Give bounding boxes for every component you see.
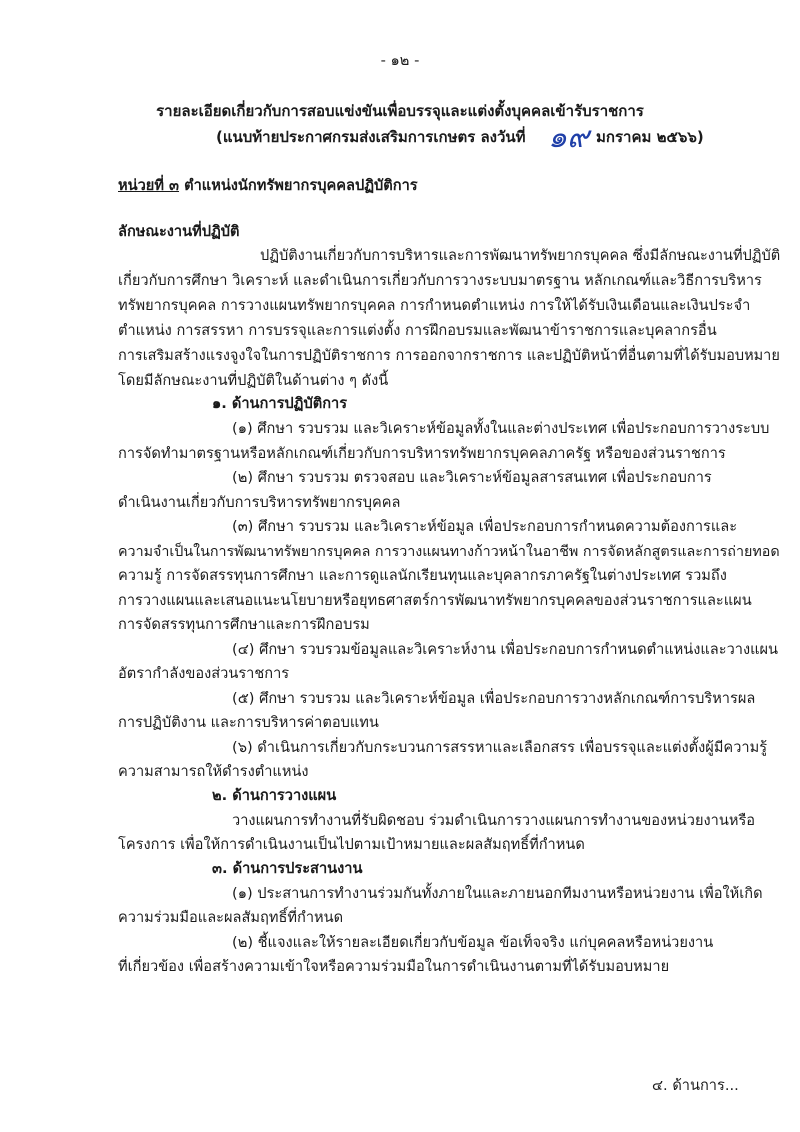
document-subtitle-suffix: มกราคม ๒๕๖๖) <box>596 128 704 146</box>
document-title: รายละเอียดเกี่ยวกับการสอบแข่งขันเพื่อบรรจุและแต่งตั้งบุคคลเข้ารับราชการ <box>156 102 644 120</box>
document-subtitle-prefix: (แนบท้ายประกาศกรมส่งเสริมการเกษตร ลงวันที่ <box>216 128 526 146</box>
item-line: (๕) ศึกษา รวบรวม และวิเคราะห์ข้อมูล เพื่อประกอบการวางหลักเกณฑ์การบริหารผล <box>232 690 756 707</box>
item-line: อัตรากำลังของส่วนราชการ <box>118 665 290 682</box>
item-line: (๔) ศึกษา รวบรวมข้อมูลและวิเคราะห์งาน เพื่อประกอบการกำหนดตำแหน่งและวางแผน <box>232 641 779 658</box>
intro-line: ตำแหน่ง การสรรหา การบรรจุและการแต่งตั้ง การฝึกอบรมและพัฒนาข้าราชการและบุคลากรอื่น <box>118 322 717 339</box>
handwritten-date: ๑๙ <box>548 120 590 155</box>
item-line: (๑) ศึกษา รวบรวม และวิเคราะห์ข้อมูลทั้งในและต่างประเทศ เพื่อประกอบการวางระบบ <box>232 420 770 437</box>
item-line: ความจำเป็นในการพัฒนาทรัพยากรบุคคล การวางแผนทางก้าวหน้าในอาชีพ การจัดหลักสูตรและการถ่ายทอด <box>118 544 780 560</box>
section-3-title: ๓. ด้านการประสานงาน <box>212 860 363 877</box>
item-line: (๓) ศึกษา รวบรวม และวิเคราะห์ข้อมูล เพื่อประกอบการกำหนดความต้องการและ <box>232 518 738 535</box>
item-line: วางแผนการทำงานที่รับผิดชอบ ร่วมดำเนินการวางแผนการทำงานของหน่วยงานหรือ <box>232 812 756 829</box>
intro-line: การเสริมสร้างแรงจูงใจในการปฏิบัติราชการ การออกจากราชการ และปฏิบัติหน้าที่อื่นตามที่ได้รับมอบหมาย <box>118 348 780 364</box>
unit-heading <box>118 175 418 197</box>
item-line: ความสามารถให้ดำรงตำแหน่ง <box>118 763 309 780</box>
section-title: ลักษณะงานที่ปฏิบัติ <box>118 223 240 240</box>
item-line: ดำเนินงานเกี่ยวกับการบริหารทรัพยากรบุคคล <box>118 494 401 511</box>
item-line: ที่เกี่ยวข้อง เพื่อสร้างความเข้าใจหรือความร่วมมือในการดำเนินงานตามที่ได้รับมอบหมาย <box>118 958 670 975</box>
item-line: ความร่วมมือและผลสัมฤทธิ์ที่กำหนด <box>118 909 344 926</box>
section-2-title: ๒. ด้านการวางแผน <box>212 787 337 804</box>
section-1-title: ๑. ด้านการปฏิบัติการ <box>212 395 348 412</box>
item-line: การจัดสรรทุนการศึกษาและการฝึกอบรม <box>118 616 370 633</box>
footer-continuation: ๔. ด้านการ... <box>652 1077 739 1094</box>
item-line: การปฏิบัติงาน และการบริหารค่าตอบแทน <box>118 714 379 731</box>
intro-line: ปฏิบัติงานเกี่ยวกับการบริหารและการพัฒนาทรัพยากรบุคคล ซึ่งมีลักษณะงานที่ปฏิบัติ <box>260 248 781 264</box>
intro-line: ทรัพยากรบุคคล การวางแผนทรัพยากรบุคคล การกำหนดตำแหน่ง การให้ได้รับเงินเดือนและเงินประจำ <box>118 297 751 314</box>
item-line: (๑) ประสานการทำงานร่วมกันทั้งภายในและภายนอกทีมงานหรือหน่วยงาน เพื่อให้เกิด <box>232 885 763 902</box>
item-line: ความรู้ การจัดสรรทุนการศึกษา และการดูแลนักเรียนทุนและบุคลากรภาครัฐในต่างประเทศ รวมถึง <box>118 567 727 584</box>
item-line: การจัดทำมาตรฐานหรือหลักเกณฑ์เกี่ยวกับการบริหารทรัพยากรบุคคลภาครัฐ หรือของส่วนราชการ <box>118 445 726 462</box>
unit-label: หน่วยที่ ๓ <box>118 177 180 194</box>
item-line: โครงการ เพื่อให้การดำเนินงานเป็นไปตามเป้าหมายและผลสัมฤทธิ์ที่กำหนด <box>118 836 585 853</box>
item-line: การวางแผนและเสนอแนะนโยบายหรือยุทธศาสตร์การพัฒนาทรัพยากรบุคคลของส่วนราชการและแผน <box>118 592 752 609</box>
intro-line: โดยมีลักษณะงานที่ปฏิบัติในด้านต่าง ๆ ดังนี้ <box>118 372 389 389</box>
item-line: (๖) ดำเนินการเกี่ยวกับกระบวนการสรรหาและเลือกสรร เพื่อบรรจุและแต่งตั้งผู้มีความรู้ <box>232 739 768 756</box>
item-line: (๒) ศึกษา รวบรวม ตรวจสอบ และวิเคราะห์ข้อมูลสารสนเทศ เพื่อประกอบการ <box>232 469 712 486</box>
item-line: (๒) ชี้แจงและให้รายละเอียดเกี่ยวกับข้อมูล ข้อเท็จจริง แก่บุคคลหรือหน่วยงาน <box>232 934 714 951</box>
intro-line: เกี่ยวกับการศึกษา วิเคราะห์ และดำเนินการเกี่ยวกับการวางระบบมาตรฐาน หลักเกณฑ์และวิธีการบริหาร <box>118 272 762 289</box>
unit-position: ตำแหน่งนักทรัพยากรบุคคลปฏิบัติการ <box>184 177 418 194</box>
page-number: - ๑๒ - <box>380 52 420 69</box>
